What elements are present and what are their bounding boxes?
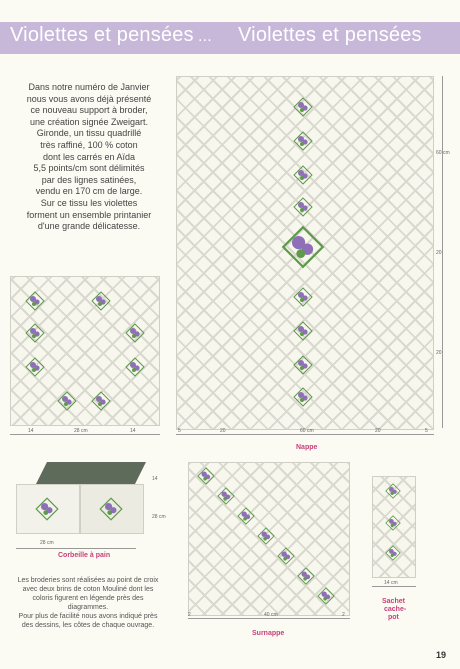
- corbeille-dim-width: 28 cm: [40, 540, 54, 546]
- violet-motif: [197, 467, 215, 485]
- napperon-diagram: [10, 276, 160, 426]
- violet-motif: [237, 507, 255, 525]
- nappe-side-line: [442, 76, 443, 428]
- footnote-line: Les broderies sont réalisées au point de croix: [17, 577, 159, 584]
- violet-motif: [293, 387, 313, 407]
- page-title-right: Violettes et pensées: [238, 24, 422, 46]
- violet-flower-icon: [317, 587, 335, 605]
- corbeille-box: [16, 462, 148, 534]
- violet-motif: [25, 323, 45, 343]
- intro-line: nous vous avons déjà présenté: [26, 93, 152, 104]
- nappe-dim-b: 60 cm: [300, 428, 314, 434]
- nappe-diagram: [176, 76, 434, 430]
- intro-line: 5,5 points/cm sont délimités: [33, 163, 145, 174]
- violet-motif: [257, 527, 275, 545]
- intro-line: par des lignes satinées,: [41, 174, 137, 185]
- surnappe-dim-b: 40 cm: [264, 612, 278, 618]
- violet-flower-icon: [91, 291, 111, 311]
- violet-flower-icon: [293, 287, 313, 307]
- violet-flower-icon: [277, 547, 295, 565]
- violet-flower-icon: [293, 387, 313, 407]
- violet-flower-icon: [35, 497, 59, 521]
- nappe-dim-line: [176, 434, 434, 435]
- violet-flower-icon: [257, 527, 275, 545]
- sachet-diagram: [372, 476, 416, 578]
- page-number: 19: [435, 650, 446, 660]
- intro-line: Sur ce tissu les violettes: [40, 197, 138, 208]
- violet-flower-icon: [217, 487, 235, 505]
- violet-motif: [35, 497, 59, 521]
- violet-flower-icon: [281, 225, 325, 269]
- nappe-side-top: 60 cm: [436, 150, 450, 156]
- box-front: [16, 484, 80, 534]
- corbeille-dim-depth: 28 cm: [152, 514, 166, 520]
- intro-text: [14, 82, 164, 233]
- violet-flower-icon: [197, 467, 215, 485]
- violet-motif: [293, 197, 313, 217]
- violet-flower-icon: [293, 197, 313, 217]
- sachet-label-3: pot: [388, 614, 399, 621]
- violet-motif: [25, 357, 45, 377]
- intro-line: Gironde, un tissu quadrillé: [36, 128, 142, 139]
- sachet-label-1: Sachet: [382, 598, 405, 605]
- violet-flower-icon: [25, 323, 45, 343]
- nappe-label: Nappe: [296, 444, 318, 451]
- surnappe-dim-a: 2: [188, 612, 191, 618]
- intro-line: très raffiné, 100 % coton: [40, 139, 138, 150]
- title-separator: ...: [198, 28, 212, 45]
- violet-motif: [385, 483, 401, 499]
- intro-line: d'une grande délicatesse.: [37, 221, 141, 232]
- violet-motif: [91, 291, 111, 311]
- violet-flower-icon: [91, 391, 111, 411]
- sachet-dim-line: [372, 586, 416, 587]
- violet-flower-icon: [385, 483, 401, 499]
- violet-flower-icon: [297, 567, 315, 585]
- sachet-label-2: cache-: [384, 606, 407, 613]
- violet-motif: [57, 391, 77, 411]
- surnappe-dim-c: 2: [342, 612, 345, 618]
- violet-motif: [277, 547, 295, 565]
- violet-motif: [99, 497, 123, 521]
- corbeille-dim-height: 14: [152, 476, 158, 482]
- intro-line: vendu en 170 cm de large.: [35, 186, 143, 197]
- violet-flower-icon: [25, 357, 45, 377]
- footnote-line: coloris figurent en légende près des: [32, 595, 144, 602]
- footnote-line: avec deux brins de coton Mouliné dont les: [22, 586, 154, 593]
- intro-line: une création signée Zweigart.: [29, 116, 149, 127]
- surnappe-diagram: [188, 462, 350, 616]
- nappe-side-mid: 20: [436, 250, 442, 256]
- violet-flower-icon: [125, 357, 145, 377]
- napperon-dim-line: [10, 434, 160, 435]
- violet-motif: [217, 487, 235, 505]
- napperon-dim-left: 14: [28, 428, 34, 434]
- violet-motif: [293, 321, 313, 341]
- violet-motif: [293, 287, 313, 307]
- violet-flower-icon: [293, 165, 313, 185]
- corbeille-label: Corbeille à pain: [58, 552, 111, 559]
- napperon-dim-center: 28 cm: [74, 428, 88, 434]
- footnote-line: des dessins, les côtes de chaque ouvrage.: [21, 622, 155, 629]
- violet-motif: [125, 357, 145, 377]
- violet-flower-icon: [25, 291, 45, 311]
- violet-flower-icon: [57, 391, 77, 411]
- violet-motif: [125, 323, 145, 343]
- violet-motif: [25, 291, 45, 311]
- intro-line: ce nouveau support à broder,: [30, 105, 148, 116]
- box-side: [80, 484, 144, 534]
- violet-motif: [297, 567, 315, 585]
- surnappe-dim-line: [188, 618, 350, 619]
- violet-motif: [293, 97, 313, 117]
- footnote-line: Pour plus de facilité nous avons indiqué près: [18, 613, 158, 620]
- nappe-dim-left: 5: [178, 428, 181, 434]
- violet-flower-icon: [293, 97, 313, 117]
- box-lid: [36, 462, 146, 484]
- footnote: [8, 576, 168, 630]
- nappe-dim-right: 5: [425, 428, 428, 434]
- corbeille-dim-line: [16, 548, 136, 549]
- nappe-dim-a: 20: [220, 428, 226, 434]
- violet-flower-icon: [385, 515, 401, 531]
- surnappe-label: Surnappe: [252, 630, 285, 637]
- sachet-dim-width: 14 cm: [384, 580, 398, 586]
- violet-motif: [281, 225, 325, 269]
- nappe-dim-c: 20: [375, 428, 381, 434]
- violet-flower-icon: [293, 355, 313, 375]
- violet-flower-icon: [99, 497, 123, 521]
- napperon-dim-right: 14: [130, 428, 136, 434]
- footnote-line: diagrammes.: [67, 604, 109, 611]
- violet-motif: [293, 355, 313, 375]
- nappe-side-bot: 20: [436, 350, 442, 356]
- violet-flower-icon: [293, 131, 313, 151]
- intro-line: Dans notre numéro de Janvier: [28, 82, 150, 92]
- violet-motif: [385, 545, 401, 561]
- violet-motif: [293, 131, 313, 151]
- intro-line: dont les carrés en Aïda: [42, 151, 136, 162]
- violet-motif: [317, 587, 335, 605]
- violet-motif: [293, 165, 313, 185]
- violet-flower-icon: [125, 323, 145, 343]
- violet-motif: [91, 391, 111, 411]
- intro-line: forment un ensemble printanier: [26, 209, 152, 220]
- violet-flower-icon: [293, 321, 313, 341]
- violet-flower-icon: [385, 545, 401, 561]
- violet-flower-icon: [237, 507, 255, 525]
- page-title-left: Violettes et pensées: [10, 24, 194, 46]
- violet-motif: [385, 515, 401, 531]
